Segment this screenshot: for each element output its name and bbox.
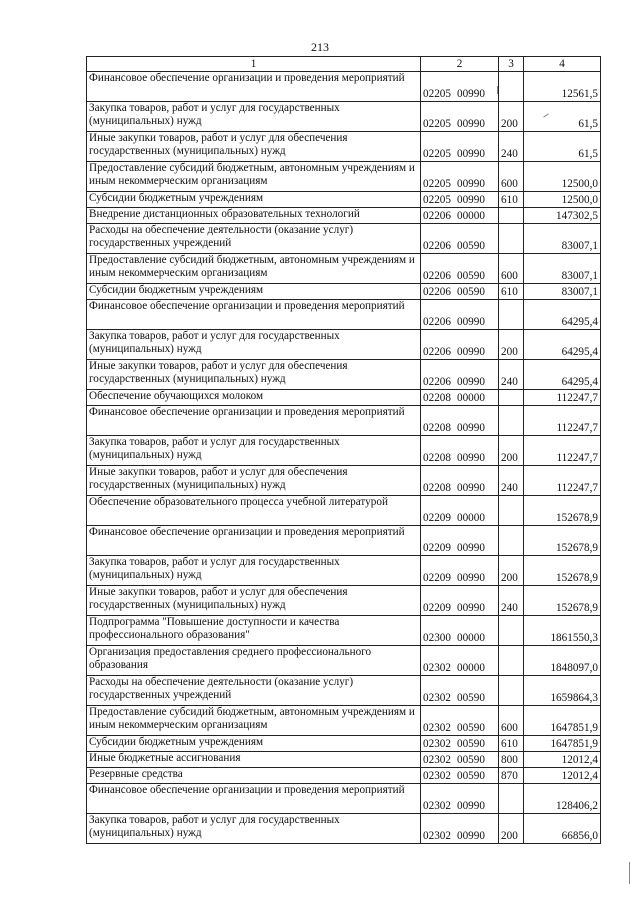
table-row: [87, 390, 601, 406]
expense-name: Закупка товаров, работ и услуг для государственных (муниципальных) нужд: [87, 814, 421, 844]
direction-code: 00990: [456, 422, 485, 435]
expense-type-code: 240: [499, 360, 524, 390]
target-article-code: [421, 406, 499, 436]
target-article-code: [421, 784, 499, 814]
table-row: [87, 284, 601, 300]
expense-type-code: 200: [499, 102, 524, 132]
table-row: [87, 466, 601, 496]
amount: 128406,2: [524, 784, 601, 814]
program-code: 02208: [423, 392, 451, 405]
direction-code: 00990: [456, 194, 485, 207]
expense-type-code: [499, 208, 524, 224]
expense-type-code: [499, 406, 524, 436]
expense-name: Закупка товаров, работ и услуг для государственных (муниципальных) нужд: [87, 330, 421, 360]
expense-name: Предоставление субсидий бюджетным, автономным учреждениям и иным некоммерческим организациям: [87, 254, 421, 284]
budget-table: [86, 56, 601, 844]
program-code: 02206: [423, 346, 451, 359]
target-article-code: [421, 330, 499, 360]
column-header-amount: 4: [524, 57, 601, 72]
expense-type-code: 200: [499, 436, 524, 466]
target-article-code: [421, 162, 499, 192]
target-article-code: [421, 360, 499, 390]
table-row: [87, 360, 601, 390]
amount: 152678,9: [524, 526, 601, 556]
expense-name: Организация предоставления среднего профессионального образования: [87, 646, 421, 676]
amount: 1647851,9: [524, 736, 601, 752]
program-code: 02206: [423, 270, 451, 283]
program-code: 02302: [423, 830, 451, 843]
table-row: [87, 496, 601, 526]
target-article-code: [421, 752, 499, 768]
target-article-code: [421, 208, 499, 224]
expense-name: Закупка товаров, работ и услуг для государственных (муниципальных) нужд: [87, 436, 421, 466]
expense-type-code: 200: [499, 330, 524, 360]
direction-code: 00590: [456, 754, 485, 767]
target-article-code: [421, 72, 499, 102]
program-code: 02302: [423, 800, 451, 813]
program-code: 02205: [423, 178, 451, 191]
table-row: [87, 768, 601, 784]
amount: 83007,1: [524, 224, 601, 254]
target-article-code: [421, 132, 499, 162]
direction-code: 00990: [456, 800, 485, 813]
target-article-code: [421, 284, 499, 300]
direction-code: 00990: [456, 148, 485, 161]
amount: 112247,7: [524, 406, 601, 436]
expense-type-code: [499, 784, 524, 814]
expense-name: Иные закупки товаров, работ и услуг для обеспечения государственных (муниципальных) нужд: [87, 586, 421, 616]
direction-code: 00000: [456, 632, 485, 645]
direction-code: 00000: [456, 392, 485, 405]
amount: 83007,1: [524, 254, 601, 284]
expense-type-code: [499, 72, 524, 102]
expense-type-code: [499, 676, 524, 706]
expense-name: Обеспечение образовательного процесса учебной литературой: [87, 496, 421, 526]
expense-name: Обеспечение обучающихся молоком: [87, 390, 421, 406]
target-article-code: [421, 254, 499, 284]
amount: 1861550,3: [524, 616, 601, 646]
target-article-code: [421, 466, 499, 496]
direction-code: 00590: [456, 722, 485, 735]
table-row: [87, 132, 601, 162]
direction-code: 00590: [456, 240, 485, 253]
target-article-code: [421, 616, 499, 646]
table-row: [87, 162, 601, 192]
program-code: 02300: [423, 632, 451, 645]
expense-name: Субсидии бюджетным учреждениям: [87, 736, 421, 752]
direction-code: 00000: [456, 210, 485, 223]
table-row: [87, 224, 601, 254]
program-code: 02208: [423, 482, 451, 495]
program-code: 02302: [423, 662, 451, 675]
expense-type-code: 870: [499, 768, 524, 784]
column-header-code: 2: [421, 57, 499, 72]
table-row: [87, 330, 601, 360]
scan-mark: [629, 862, 630, 884]
table-row: [87, 676, 601, 706]
direction-code: 00990: [456, 452, 485, 465]
expense-name: Финансовое обеспечение организации и проведения мероприятий: [87, 300, 421, 330]
direction-code: 00590: [456, 286, 485, 299]
expense-name: Подпрограмма "Повышение доступности и качества профессионального образования": [87, 616, 421, 646]
target-article-code: [421, 436, 499, 466]
expense-name: Иные закупки товаров, работ и услуг для обеспечения государственных (муниципальных) нужд: [87, 360, 421, 390]
program-code: 02302: [423, 738, 451, 751]
expense-name: Субсидии бюджетным учреждениям: [87, 284, 421, 300]
target-article-code: [421, 814, 499, 844]
program-code: 02209: [423, 602, 451, 615]
program-code: 02206: [423, 286, 451, 299]
expense-type-code: 200: [499, 814, 524, 844]
amount: 12500,0: [524, 192, 601, 208]
direction-code: 00990: [456, 830, 485, 843]
direction-code: 00590: [456, 692, 485, 705]
direction-code: 00000: [456, 512, 485, 525]
amount: 152678,9: [524, 586, 601, 616]
program-code: 02209: [423, 572, 451, 585]
amount: 12012,4: [524, 752, 601, 768]
program-code: 02205: [423, 148, 451, 161]
program-code: 02302: [423, 754, 451, 767]
expense-type-code: [499, 646, 524, 676]
table-row: [87, 736, 601, 752]
expense-type-code: [499, 496, 524, 526]
amount: 61,5: [524, 102, 601, 132]
amount: 1659864,3: [524, 676, 601, 706]
direction-code: 00590: [456, 738, 485, 751]
program-code: 02302: [423, 692, 451, 705]
expense-name: Предоставление субсидий бюджетным, автономным учреждениям и иным некоммерческим организациям: [87, 706, 421, 736]
expense-type-code: 610: [499, 284, 524, 300]
direction-code: 00590: [456, 270, 485, 283]
program-code: 02206: [423, 376, 451, 389]
table-row: [87, 72, 601, 102]
expense-type-code: 240: [499, 466, 524, 496]
table-row: [87, 300, 601, 330]
expense-type-code: 600: [499, 254, 524, 284]
expense-type-code: [499, 390, 524, 406]
expense-name: Иные бюджетные ассигнования: [87, 752, 421, 768]
table-row: [87, 254, 601, 284]
expense-name: Субсидии бюджетным учреждениям: [87, 192, 421, 208]
expense-name: Финансовое обеспечение организации и проведения мероприятий: [87, 406, 421, 436]
expense-type-code: [499, 224, 524, 254]
expense-name: Иные закупки товаров, работ и услуг для обеспечения государственных (муниципальных) нужд: [87, 466, 421, 496]
target-article-code: [421, 192, 499, 208]
amount: 112247,7: [524, 390, 601, 406]
program-code: 02206: [423, 210, 451, 223]
program-code: 02205: [423, 194, 451, 207]
target-article-code: [421, 706, 499, 736]
program-code: 02206: [423, 240, 451, 253]
target-article-code: [421, 496, 499, 526]
direction-code: 00990: [456, 88, 485, 101]
page-number: 213: [311, 40, 329, 54]
target-article-code: [421, 676, 499, 706]
expense-name: Иные закупки товаров, работ и услуг для обеспечения государственных (муниципальных) нужд: [87, 132, 421, 162]
direction-code: 00990: [456, 482, 485, 495]
table-row: [87, 556, 601, 586]
column-header-type: 3: [499, 57, 524, 72]
target-article-code: [421, 736, 499, 752]
target-article-code: [421, 646, 499, 676]
amount: 1647851,9: [524, 706, 601, 736]
program-code: 02302: [423, 770, 451, 783]
program-code: 02205: [423, 88, 451, 101]
amount: 12561,5: [524, 72, 601, 102]
table-row: [87, 814, 601, 844]
amount: 147302,5: [524, 208, 601, 224]
expense-type-code: [499, 526, 524, 556]
column-header-name: 1: [87, 57, 421, 72]
target-article-code: [421, 586, 499, 616]
table-row: [87, 192, 601, 208]
scan-mark: [497, 86, 498, 94]
target-article-code: [421, 556, 499, 586]
direction-code: 00990: [456, 572, 485, 585]
target-article-code: [421, 768, 499, 784]
amount: 1848097,0: [524, 646, 601, 676]
program-code: 02206: [423, 316, 451, 329]
expense-name: Закупка товаров, работ и услуг для государственных (муниципальных) нужд: [87, 102, 421, 132]
table-row: [87, 586, 601, 616]
direction-code: 00990: [456, 118, 485, 131]
table-row: [87, 784, 601, 814]
direction-code: 00000: [456, 662, 485, 675]
table-row: [87, 208, 601, 224]
target-article-code: [421, 526, 499, 556]
expense-name: Финансовое обеспечение организации и проведения мероприятий: [87, 526, 421, 556]
expense-type-code: 600: [499, 706, 524, 736]
column-number-row: [87, 57, 601, 72]
target-article-code: [421, 224, 499, 254]
amount: 64295,4: [524, 360, 601, 390]
direction-code: 00990: [456, 376, 485, 389]
table-row: [87, 706, 601, 736]
direction-code: 00590: [456, 770, 485, 783]
amount: 12500,0: [524, 162, 601, 192]
target-article-code: [421, 300, 499, 330]
expense-name: Закупка товаров, работ и услуг для государственных (муниципальных) нужд: [87, 556, 421, 586]
amount: 64295,4: [524, 330, 601, 360]
direction-code: 00990: [456, 346, 485, 359]
expense-type-code: 800: [499, 752, 524, 768]
expense-type-code: [499, 300, 524, 330]
expense-name: Расходы на обеспечение деятельности (оказание услуг) государственных учреждений: [87, 224, 421, 254]
table-row: [87, 102, 601, 132]
amount: 66856,0: [524, 814, 601, 844]
program-code: 02302: [423, 722, 451, 735]
table-row: [87, 436, 601, 466]
table-row: [87, 526, 601, 556]
table-row: [87, 406, 601, 436]
program-code: 02209: [423, 542, 451, 555]
amount: 152678,9: [524, 556, 601, 586]
expense-type-code: 240: [499, 586, 524, 616]
program-code: 02208: [423, 422, 451, 435]
expense-name: Расходы на обеспечение деятельности (оказание услуг) государственных учреждений: [87, 676, 421, 706]
direction-code: 00990: [456, 178, 485, 191]
amount: 152678,9: [524, 496, 601, 526]
amount: 64295,4: [524, 300, 601, 330]
expense-type-code: 610: [499, 736, 524, 752]
program-code: 02208: [423, 452, 451, 465]
amount: 12012,4: [524, 768, 601, 784]
target-article-code: [421, 390, 499, 406]
expense-type-code: 200: [499, 556, 524, 586]
expense-name: Финансовое обеспечение организации и проведения мероприятий: [87, 72, 421, 102]
table-row: [87, 646, 601, 676]
direction-code: 00990: [456, 542, 485, 555]
amount: 112247,7: [524, 436, 601, 466]
program-code: 02209: [423, 512, 451, 525]
direction-code: 00990: [456, 602, 485, 615]
expense-type-code: 240: [499, 132, 524, 162]
amount: 83007,1: [524, 284, 601, 300]
expense-type-code: 600: [499, 162, 524, 192]
expense-name: Предоставление субсидий бюджетным, автономным учреждениям и иным некоммерческим организациям: [87, 162, 421, 192]
target-article-code: [421, 102, 499, 132]
expense-type-code: [499, 616, 524, 646]
table-row: [87, 616, 601, 646]
amount: 61,5: [524, 132, 601, 162]
expense-name: Финансовое обеспечение организации и проведения мероприятий: [87, 784, 421, 814]
expense-type-code: 610: [499, 192, 524, 208]
direction-code: 00990: [456, 316, 485, 329]
program-code: 02205: [423, 118, 451, 131]
table-row: [87, 752, 601, 768]
expense-name: Внедрение дистанционных образовательных технологий: [87, 208, 421, 224]
amount: 112247,7: [524, 466, 601, 496]
expense-name: Резервные средства: [87, 768, 421, 784]
